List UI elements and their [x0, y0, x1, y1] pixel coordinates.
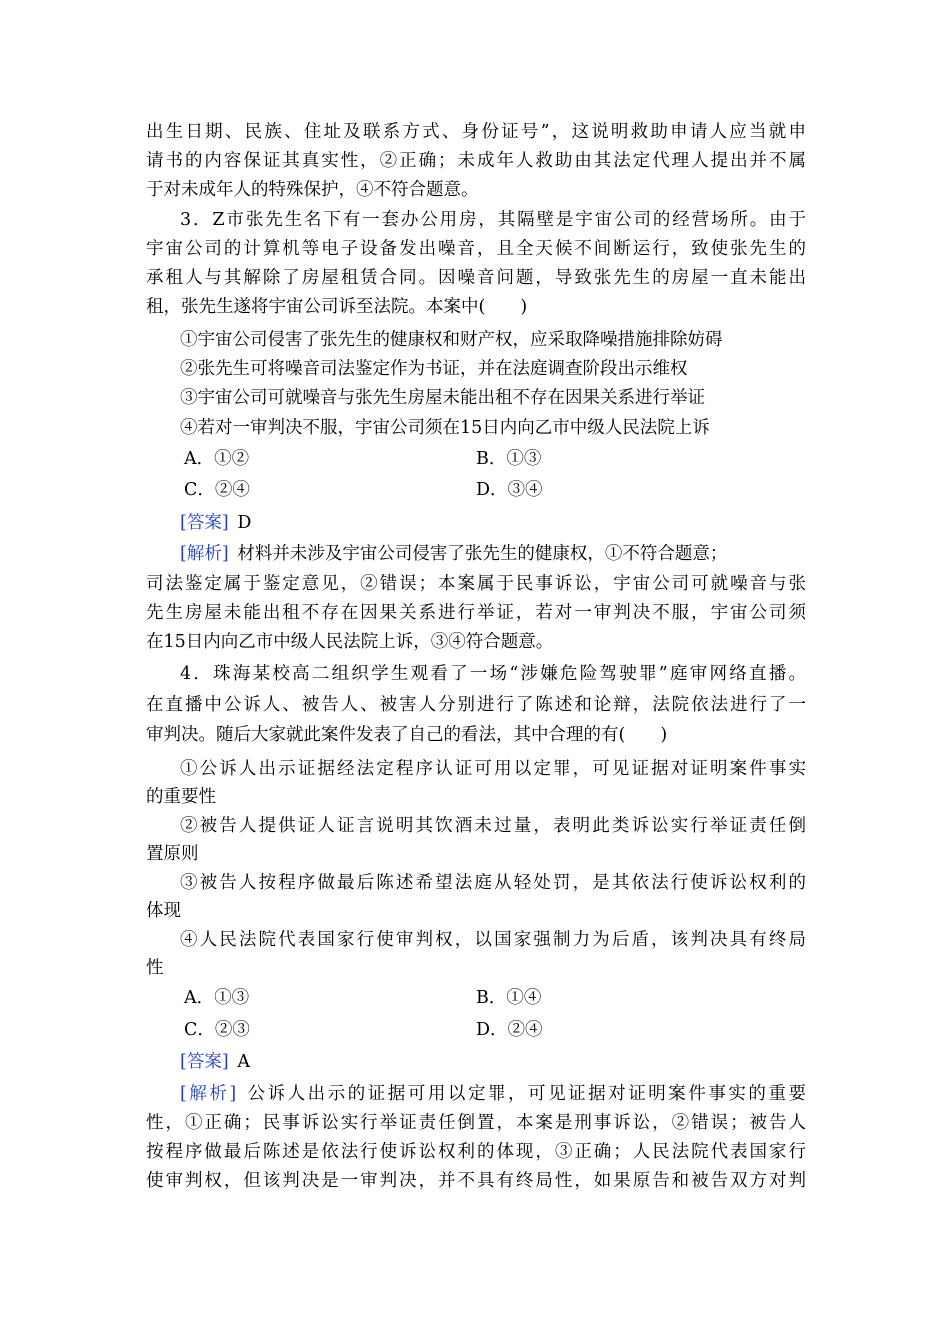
q4-statement-3-line-2: 体现 [146, 901, 181, 921]
q3-option-d: D．③④ [476, 480, 543, 500]
q3-statement-4: ④若对一审判决不服，宇宙公司须在15日内向乙市中级人民法院上诉 [180, 418, 710, 438]
q3-statement-1: ①宇宙公司侵害了张先生的健康权和财产权，应采取降噪措施排除妨碍 [180, 330, 723, 350]
q3-analysis-line-3: 先生房屋未能出租不存在因果关系进行举证，若对一审判决不服，宇宙公司须 [146, 603, 806, 623]
q3-statement-2: ②张先生可将噪音司法鉴定作为书证，并在法庭调查阶段出示维权 [180, 359, 688, 379]
q3-analysis-text-1: 材料并未涉及宇宙公司侵害了张先生的健康权，①不符合题意； [237, 544, 728, 564]
q4-statement-2-line-1: ②被告人提供证人证言说明其饮酒未过量，表明此类诉讼实行举证责任倒 [180, 816, 806, 836]
q4-answer-value: A [237, 1052, 251, 1072]
q4-statement-1-line-2: 的重要性 [146, 787, 216, 807]
q4-analysis-line-3: 按程序做最后陈述是依法行使诉讼权利的体现，③正确；人民法院代表国家行 [146, 1142, 806, 1162]
q3-answer-line [180, 509, 806, 537]
q3-analysis-line-1 [180, 540, 806, 568]
carryover-line-1: 出生日期、民族、住址及联系方式、身份证号”，这说明救助申请人应当就申 [146, 122, 806, 142]
q4-analysis-tag: [解析] [180, 1084, 237, 1104]
q3-option-b: B．①③ [476, 449, 542, 469]
q3-analysis-tag: [解析] [180, 544, 229, 564]
carryover-line-3: 于对未成年人的特殊保护，④不符合题意。 [146, 180, 479, 200]
q3-answer-tag: [答案] [180, 513, 229, 533]
q4-answer-line [180, 1048, 806, 1076]
q3-option-a: A．①② [184, 449, 250, 469]
q4-answer-tag: [答案] [180, 1052, 229, 1072]
q4-stem-line-1: 4．珠海某校高二组织学生观看了一场“涉嫌危险驾驶罪”庭审网络直播。 [180, 664, 806, 684]
q3-stem-line-4: 租，张先生遂将宇宙公司诉至法院。本案中( ) [146, 297, 528, 317]
q4-option-c: C．②③ [184, 1020, 250, 1040]
q3-analysis-line-2: 司法鉴定属于鉴定意见，②错误；本案属于民事诉讼，宇宙公司可就噪音与张 [146, 574, 806, 594]
q4-analysis-line-2: 性，①正确；民事诉讼实行举证责任倒置，本案是刑事诉讼，②错误；被告人 [146, 1113, 806, 1133]
q3-stem-line-1: 3．Z市张先生名下有一套办公用房，其隔壁是宇宙公司的经营场所。由于 [180, 210, 806, 230]
q4-analysis-text-1: 公诉人出示的证据可用以定罪，可见证据对证明案件事实的重要 [245, 1084, 807, 1104]
q4-statement-2-line-2: 置原则 [146, 844, 199, 864]
q4-option-a: A．①③ [184, 988, 250, 1008]
carryover-line-2: 请书的内容保证其真实性，②正确；未成年人救助由其法定代理人提出并不属 [146, 151, 806, 171]
q3-option-c: C．②④ [184, 480, 250, 500]
q4-statement-4-line-1: ④人民法院代表国家行使审判权，以国家强制力为后盾，该判决具有终局 [180, 930, 806, 950]
q4-analysis-line-4: 使审判权，但该判决是一审判决，并不具有终局性，如果原告和被告双方对判 [146, 1171, 806, 1191]
q4-option-d: D．②④ [476, 1020, 543, 1040]
q4-stem-line-3: 审判决。随后大家就此案件发表了自己的看法，其中合理的有( ) [146, 725, 668, 745]
q4-statement-1-line-1: ①公诉人出示证据经法定程序认证可用以定罪，可见证据对证明案件事实 [180, 759, 806, 779]
q4-analysis-line-1 [180, 1080, 806, 1108]
q4-stem-line-2: 在直播中公诉人、被告人、被害人分别进行了陈述和论辩，法院依法进行了一 [146, 695, 806, 715]
q4-statement-4-line-2: 性 [146, 958, 164, 978]
q3-stem-line-2: 宇宙公司的计算机等电子设备发出噪音，且全天候不间断运行，致使张先生的 [146, 239, 806, 259]
q3-answer-value: D [237, 513, 252, 533]
q3-stem-line-3: 承租人与其解除了房屋租赁合同。因噪音问题，导致张先生的房屋一直未能出 [146, 268, 806, 288]
q3-statement-3: ③宇宙公司可就噪音与张先生房屋未能出租不存在因果关系进行举证 [180, 388, 705, 408]
q4-option-b: B．①④ [476, 988, 542, 1008]
q4-statement-3-line-1: ③被告人按程序做最后陈述希望法庭从轻处罚，是其依法行使诉讼权利的 [180, 873, 806, 893]
q3-analysis-line-4: 在15日内向乙市中级人民法院上诉，③④符合题意。 [146, 632, 554, 652]
